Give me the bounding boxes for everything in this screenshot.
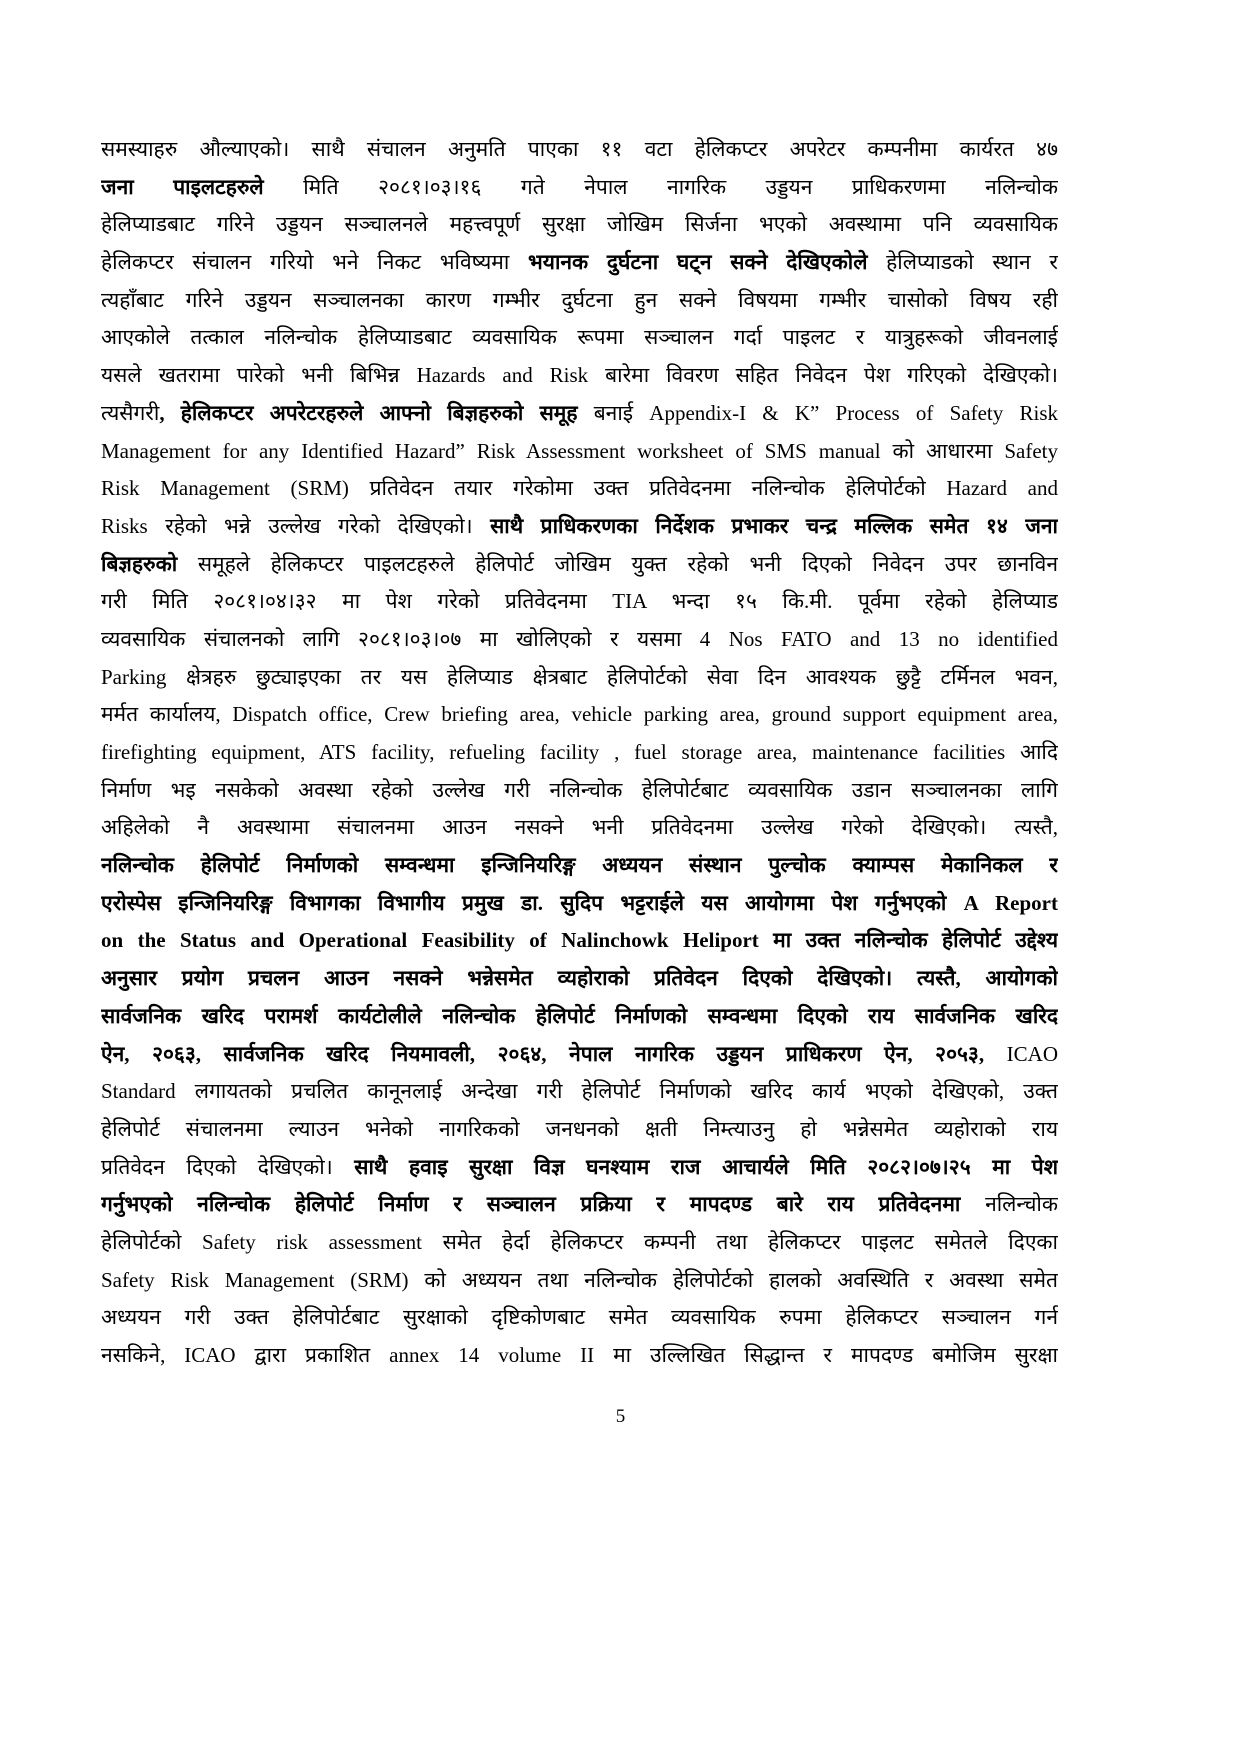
text-line xyxy=(101,1337,1058,1375)
text: हेलिपोर्ट संचालनमा ल्याउन भनेको नागरिकको जनधनको क्षती निम्त्याउनु हो भन्नेसमेत व्यहोराको राय xyxy=(101,1116,1058,1141)
text: अध्ययन गरी उक्त हेलिपोर्टबाट सुरक्षाको दृष्टिकोणबाट समेत व्यवसायिक रुपमा हेलिकप्टर सञ्चालन गर्न xyxy=(101,1305,1058,1330)
text: Management for any Identified Hazard” Risk Assessment worksheet of SMS manual को आधारमा Safety xyxy=(101,438,1058,463)
text: हेलिकप्टर संचालन गरियो भने निकट भविष्यमा xyxy=(101,250,529,275)
text: प्रतिवेदन दिएको देखिएको। xyxy=(101,1154,355,1179)
text: समूहले हेलिकप्टर पाइलटहरुले हेलिपोर्ट जोखिम युक्त रहेको भनी दिएको निवेदन उपर छानविन xyxy=(177,551,1058,576)
bold-text: गर्नुभएको नलिन्चोक हेलिपोर्ट निर्माण र सञ्चालन प्रक्रिया र मापदण्ड बारे राय प्रतिवेदनमा xyxy=(101,1192,961,1217)
text-line xyxy=(101,998,1058,1036)
text: गरी मिति २०८१।०४।३२ मा पेश गरेको प्रतिवेदनमा TIA भन्दा १५ कि.मी. पूर्वमा रहेको हेलिप्याड xyxy=(101,589,1058,614)
text-line xyxy=(101,734,1058,772)
bold-text: बिज्ञहरुको xyxy=(101,551,178,576)
page-number: 5 xyxy=(615,1406,626,1427)
text-line xyxy=(101,206,1058,244)
bold-text: एरोस्पेस इन्जिनियरिङ्ग विभागका विभागीय प्रमुख डा. सुदिप भट्टराईले यस आयोगमा पेश गर्नुभएको A Report xyxy=(101,890,1058,915)
text-line xyxy=(101,621,1058,659)
text-line xyxy=(101,583,1058,621)
text-line xyxy=(101,1036,1058,1074)
text: व्यवसायिक संचालनको लागि २०८१।०३।०७ मा खोलिएको र यसमा 4 Nos FATO and 13 no identified xyxy=(101,626,1058,651)
bold-text: on the Status and Operational Feasibility of Nalinchowk Heliport मा उक्त नलिन्चोक हेलिपोर्ट उद्देश्य xyxy=(101,928,1058,953)
bold-text: , हेलिकप्टर अपरेटरहरुले आफ्नो बिज्ञहरुको समूह xyxy=(159,400,578,425)
text-line xyxy=(101,282,1058,320)
text-line xyxy=(101,1299,1058,1337)
bold-text: जना पाइलटहरुले xyxy=(101,174,264,199)
text-line xyxy=(101,546,1058,584)
text-line xyxy=(101,357,1058,395)
text-line xyxy=(101,659,1058,697)
text: त्यहाँबाट गरिने उड्डयन सञ्चालनका कारण गम्भीर दुर्घटना हुन सक्ने विषयमा गम्भीर चासोको विषय रही xyxy=(101,287,1058,312)
text: नसकिने, ICAO द्वारा प्रकाशित annex 14 volume II मा उल्लिखित सिद्धान्त र मापदण्ड बमोजिम सुरक्षा xyxy=(101,1343,1058,1367)
text: हेलिप्याडबाट गरिने उड्डयन सञ्चालनले महत्त्वपूर्ण सुरक्षा जोखिम सिर्जना भएको अवस्थामा पनि व्यवसायिक xyxy=(101,212,1058,237)
text: नलिन्चोक xyxy=(960,1192,1058,1217)
text: Risk Management (SRM) प्रतिवेदन तयार गरेकोमा उक्त प्रतिवेदनमा नलिन्चोक हेलिपोर्टको Hazard and xyxy=(101,476,1058,501)
text-line xyxy=(101,809,1058,847)
text: Standard लगायतको प्रचलित कानूनलाई अन्देखा गरी हेलिपोर्ट निर्माणको खरिद कार्य भएको देखिएको, उक्त xyxy=(101,1079,1058,1104)
text: हेलिप्याडको स्थान र xyxy=(867,250,1058,275)
text-line xyxy=(101,1073,1058,1111)
text: Parking क्षेत्रहरु छुट्याइएका तर यस हेलिप्याड क्षेत्रबाट हेलिपोर्टको सेवा दिन आवश्यक छुट्टै टर्मिनल भवन, xyxy=(101,664,1058,689)
text-line xyxy=(101,1149,1058,1187)
text-line xyxy=(101,772,1058,810)
bold-text: भयानक दुर्घटना घट्न सक्ने देखिएकोले xyxy=(528,250,868,275)
bold-text: ऐन, २०६३, सार्वजनिक खरिद नियमावली, २०६४, नेपाल नागरिक उड्डयन प्राधिकरण ऐन, २०५३, xyxy=(101,1041,985,1066)
text: मर्मत कार्यालय, Dispatch office, Crew briefing area, vehicle parking area, ground support equipment area, xyxy=(101,702,1058,727)
text-line xyxy=(101,508,1058,546)
text-line xyxy=(101,1262,1058,1300)
text-line xyxy=(101,319,1058,357)
bold-text: सार्वजनिक खरिद परामर्श कार्यटोलीले नलिन्चोक हेलिपोर्ट निर्माणको सम्वन्धमा दिएको राय सार्वजनिक खरिद xyxy=(101,1003,1058,1028)
text-line xyxy=(101,885,1058,923)
bold-text: साथै हवाइ सुरक्षा विज्ञ घनश्याम राज आचार्यले मिति २०८२।०७।२५ मा पेश xyxy=(354,1154,1058,1179)
text: हेलिपोर्टको Safety risk assessment समेत हेर्दा हेलिकप्टर कम्पनी तथा हेलिकप्टर पाइलट समेतले दिएका xyxy=(101,1229,1058,1254)
text: त्यसैगरी xyxy=(101,400,160,425)
text-line xyxy=(101,395,1058,433)
bold-text: साथै प्राधिकरणका निर्देशक प्रभाकर चन्द्र मल्लिक समेत १४ जना xyxy=(490,513,1058,538)
text: Risks रहेको भन्ने उल्लेख गरेको देखिएको। xyxy=(101,513,491,538)
text: अहिलेको नै अवस्थामा संचालनमा आउन नसक्ने भनी प्रतिवेदनमा उल्लेख गरेको देखिएको। त्यस्तै, xyxy=(101,815,1058,840)
text-line xyxy=(101,847,1058,885)
text: मिति २०८१।०३।१६ गते नेपाल नागरिक उड्डयन प्राधिकरणमा नलिन्चोक xyxy=(263,174,1058,199)
text-line xyxy=(101,433,1058,471)
text-line xyxy=(101,922,1058,960)
text-line xyxy=(101,169,1058,207)
text-line xyxy=(101,1224,1058,1262)
text: निर्माण भइ नसकेको अवस्था रहेको उल्लेख गरी नलिन्चोक हेलिपोर्टबाट व्यवसायिक उडान सञ्चालनका लागि xyxy=(101,777,1058,802)
text: ICAO xyxy=(984,1041,1058,1066)
text-line xyxy=(101,1111,1058,1149)
document-body xyxy=(101,131,1058,1375)
text: समस्याहरु औल्याएको। साथै संचालन अनुमति पाएका ११ वटा हेलिकप्टर अपरेटर कम्पनीमा कार्यरत ४७ xyxy=(101,137,1058,161)
text-line xyxy=(101,470,1058,508)
text-line xyxy=(101,131,1058,169)
text-line xyxy=(101,244,1058,282)
text-line xyxy=(101,960,1058,998)
bold-text: अनुसार प्रयोग प्रचलन आउन नसक्ने भन्नेसमेत व्यहोराको प्रतिवेदन दिएको देखिएको। त्यस्तै, आयोगको xyxy=(101,966,1058,991)
text: आएकोले तत्काल नलिन्चोक हेलिप्याडबाट व्यवसायिक रूपमा सञ्चालन गर्दा पाइलट र यात्रुहरूको जीवनलाई xyxy=(101,325,1058,350)
text-line xyxy=(101,696,1058,734)
text: Safety Risk Management (SRM) को अध्ययन तथा नलिन्चोक हेलिपोर्टको हालको अवस्थिति र अवस्था समेत xyxy=(101,1267,1058,1292)
text: firefighting equipment, ATS facility, refueling facility , fuel storage area, maintenance facilities आदि xyxy=(101,740,1058,764)
bold-text: नलिन्चोक हेलिपोर्ट निर्माणको सम्वन्धमा इन्जिनियरिङ्ग अध्ययन संस्थान पुल्चोक क्याम्पस मेकानिकल र xyxy=(101,853,1058,878)
text-line xyxy=(101,1186,1058,1224)
text: बनाई Appendix-I & K” Process of Safety Risk xyxy=(577,400,1058,425)
text: यसले खतरामा पारेको भनी बिभिन्न Hazards and Risk बारेमा विवरण सहित निवेदन पेश गरिएको देखिएको। xyxy=(101,363,1058,388)
